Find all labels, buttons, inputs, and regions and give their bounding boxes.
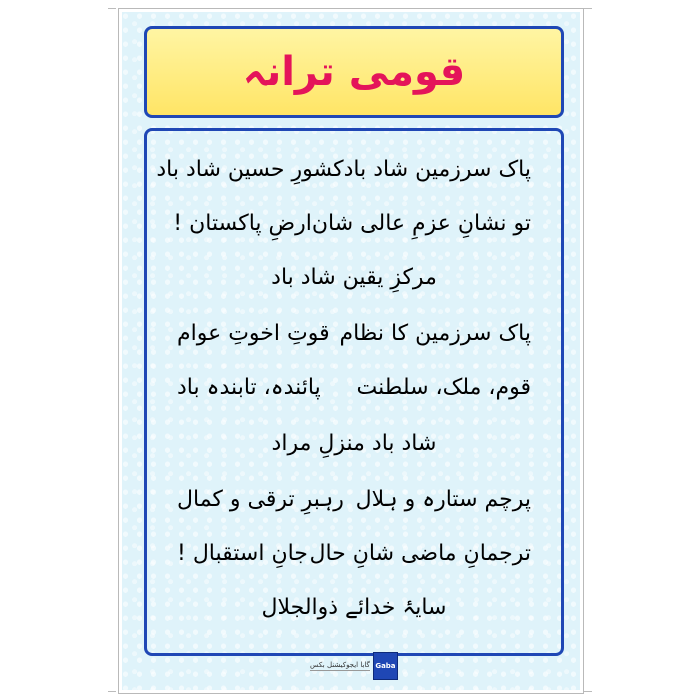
verse-1	[147, 157, 561, 197]
verse-4-left: قوتِ اخوتِ عوام	[177, 321, 330, 346]
verse-8	[147, 541, 561, 581]
verse-7	[147, 487, 561, 527]
verse-1-right: پاک سرزمین شاد باد	[343, 157, 531, 182]
verse-2	[147, 211, 561, 251]
crop-mark	[108, 691, 116, 692]
poster-background	[122, 12, 580, 690]
verse-4-right: پاک سرزمین کا نظام	[339, 321, 531, 346]
anthem-poster	[118, 8, 584, 694]
crop-mark	[584, 8, 592, 9]
publisher-footer	[310, 652, 398, 680]
verse-5-right: قوم، ملک، سلطنت	[356, 375, 531, 400]
title-banner	[144, 26, 564, 118]
verse-3: مرکزِ یقین شاد باد	[271, 265, 437, 290]
verse-6: شاد باد منزلِ مراد	[271, 431, 437, 456]
verse-7-left: رہبرِ ترقی و کمال	[177, 487, 344, 512]
verse-9: سایۂ خدائے ذوالجلال	[261, 595, 447, 620]
verse-8-right: ترجمانِ ماضی شانِ حال	[309, 541, 531, 566]
verse-5	[147, 375, 561, 415]
poster-title: قومی ترانہ	[242, 49, 466, 95]
publisher-logo: Gaba	[373, 652, 398, 680]
publisher-name: گابا ایجوکیشنل بکس	[310, 661, 370, 669]
crop-mark	[584, 691, 592, 692]
crop-mark	[108, 8, 116, 9]
verse-2-left: ارضِ پاکستان !	[173, 211, 312, 236]
verse-5-left: پائندہ، تابندہ باد	[177, 375, 321, 400]
verse-2-right: تو نشانِ عزمِ عالی شان	[311, 211, 531, 236]
verse-1-left: کشورِ حسین شاد باد	[156, 157, 344, 182]
verse-8-left: جانِ استقبال !	[177, 541, 308, 566]
anthem-body	[144, 128, 564, 656]
verse-7-right: پرچم ستارہ و ہلال	[355, 487, 531, 512]
verse-4	[147, 321, 561, 361]
